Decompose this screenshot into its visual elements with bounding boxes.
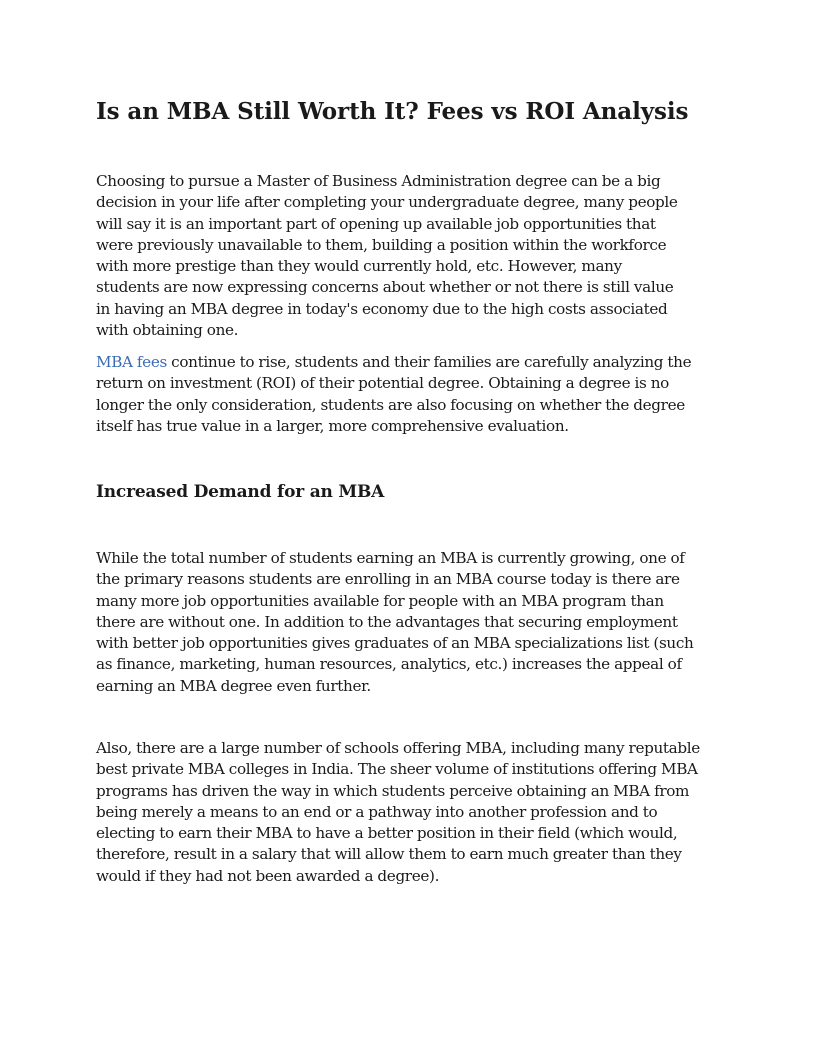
page-title: Is an MBA Still Worth It? Fees vs ROI Analysis bbox=[96, 98, 689, 125]
text-line: being merely a means to an end or a pathway into another profession and to bbox=[96, 802, 658, 821]
schools-paragraph bbox=[96, 738, 716, 887]
text-line: earning an MBA degree even further. bbox=[96, 676, 371, 695]
section-heading: Increased Demand for an MBA bbox=[96, 482, 385, 502]
text-line: with better job opportunities gives graduates of an MBA specializations list (such bbox=[96, 634, 694, 653]
text-line: Choosing to pursue a Master of Business Administration degree can be a big bbox=[96, 172, 661, 190]
fees-paragraph bbox=[96, 352, 716, 437]
text-line: the primary reasons students are enrolling in an MBA course today is there are bbox=[96, 570, 680, 589]
text-line: longer the only consideration, students are also focusing on whether the degree bbox=[96, 395, 685, 414]
text-line: with obtaining one. bbox=[96, 321, 239, 340]
text-line: will say it is an important part of opening up available job opportunities that bbox=[96, 214, 656, 233]
text-line: programs has driven the way in which students perceive obtaining an MBA from bbox=[96, 781, 690, 800]
text-line: itself has true value in a larger, more comprehensive evaluation. bbox=[96, 416, 569, 435]
demand-paragraph bbox=[96, 548, 716, 697]
text-line: Also, there are a large number of schools offering MBA, including many reputable bbox=[96, 739, 700, 757]
fees-line-rest: continue to rise, students and their families are carefully analyzing the bbox=[166, 353, 692, 371]
text-line: were previously unavailable to them, building a position within the workforce bbox=[96, 235, 667, 254]
intro-paragraph bbox=[96, 171, 716, 341]
text-line: would if they had not been awarded a degree). bbox=[96, 866, 440, 885]
text-line: as finance, marketing, human resources, analytics, etc.) increases the appeal of bbox=[96, 655, 682, 674]
text-line bbox=[96, 352, 716, 373]
text-line: many more job opportunities available for people with an MBA program than bbox=[96, 591, 664, 610]
text-line: best private MBA colleges in India. The sheer volume of institutions offering MBA bbox=[96, 760, 698, 779]
text-line: While the total number of students earning an MBA is currently growing, one of bbox=[96, 549, 685, 567]
text-line: return on investment (ROI) of their potential degree. Obtaining a degree is no bbox=[96, 374, 669, 393]
text-line: students are now expressing concerns about whether or not there is still value bbox=[96, 278, 674, 297]
text-line: therefore, result in a salary that will allow them to earn much greater than they bbox=[96, 845, 682, 864]
text-line: in having an MBA degree in today's economy due to the high costs associated bbox=[96, 299, 668, 318]
text-line: there are without one. In addition to the advantages that securing employment bbox=[96, 612, 678, 631]
text-line: decision in your life after completing your undergraduate degree, many people bbox=[96, 193, 678, 212]
text-line: with more prestige than they would currently hold, etc. However, many bbox=[96, 257, 622, 276]
text-line: electing to earn their MBA to have a better position in their field (which would, bbox=[96, 824, 678, 843]
mba-fees-link[interactable]: MBA fees bbox=[96, 353, 167, 371]
